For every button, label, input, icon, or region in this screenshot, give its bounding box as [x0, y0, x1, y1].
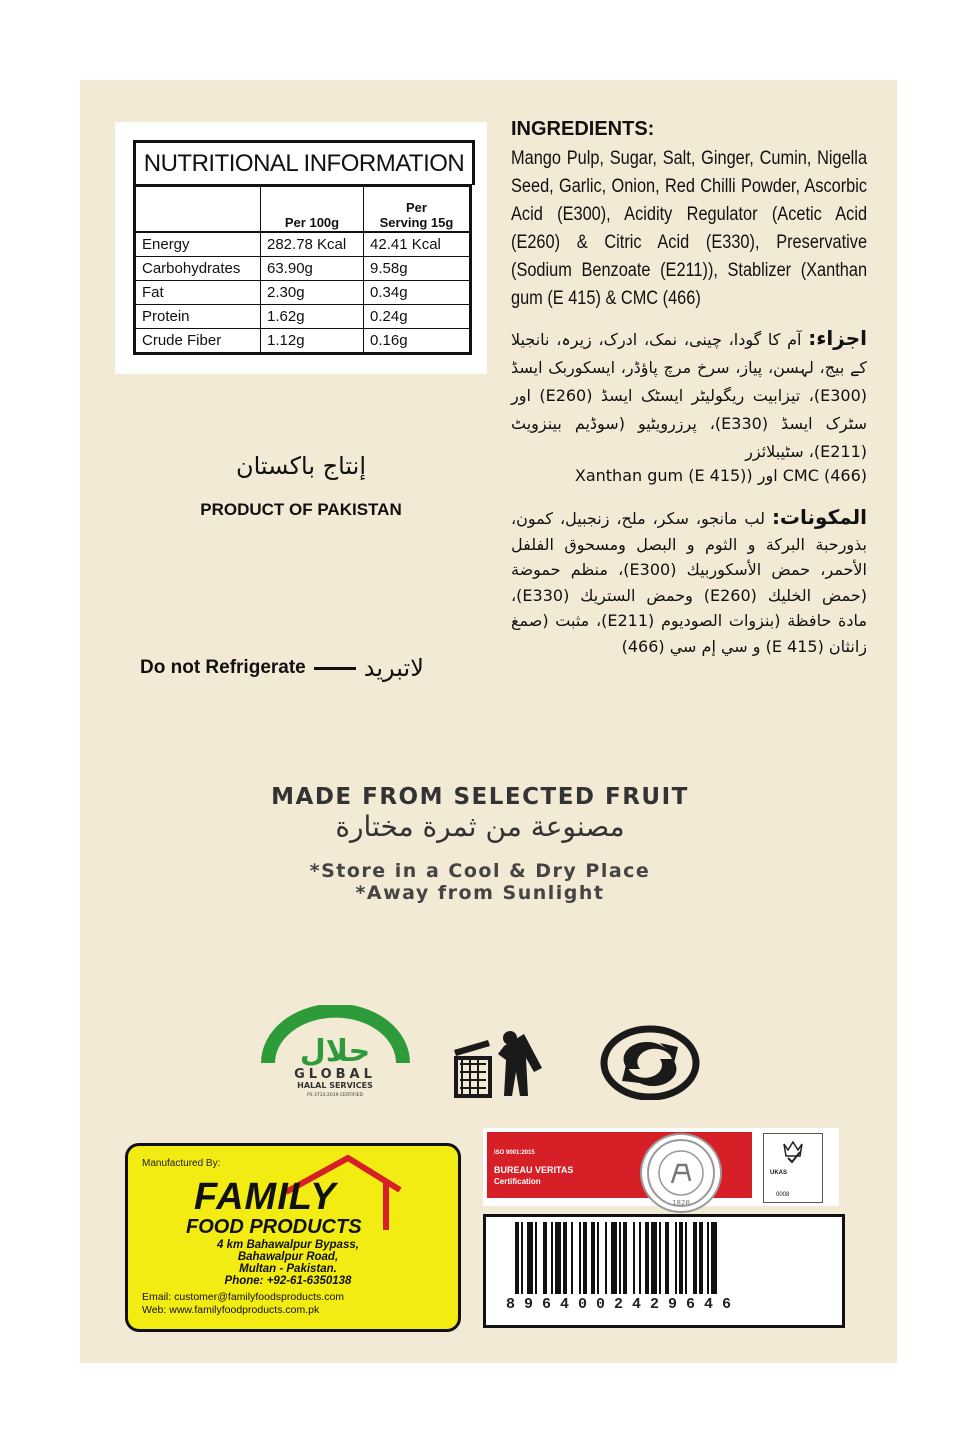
barcode-bar: [597, 1222, 599, 1294]
ingredients-text: Mango Pulp, Sugar, Salt, Ginger, Cumin, Nigella Seed, Garlic, Onion, Red Chilli Powder, Ascorbic Acid (E300), Acidity Regulator (Acetic Acid (E260) & Citric Acid (E330), Preservative (Sodium Benzoate (E211)), Stablizer (Xanthan gum (E 415) & CMC (466): [511, 148, 868, 309]
ingredients-arabic: [511, 505, 867, 659]
barcode-bar: [659, 1222, 661, 1294]
manufacturer-box: [125, 1143, 461, 1332]
barcode-bar: [665, 1222, 669, 1294]
iso-label: ISO 9001:2015: [494, 1150, 535, 1156]
barcode-bar: [685, 1222, 687, 1294]
manufacturer-name: FAMILY: [194, 1176, 337, 1218]
nutrient-name: Fat: [135, 281, 261, 305]
storage-line-1: *Store in a Cool & Dry Place: [309, 860, 651, 882]
nutrition-table: [133, 184, 472, 355]
barcode-bars-icon: [515, 1222, 805, 1294]
barcode-bar: [699, 1222, 703, 1294]
ingredients-urdu-text: آم کا گودا، چینی، نمک، ادرک، زیرہ، نانجیلا کے بیج، لہسن، پیاز، سرخ مرچ پاؤڈر، ایسکوربک ایسڈ (E300)، تیزابیت ریگولیٹر ایسٹک ایسڈ (E260) اور سٹرک ایسڈ (E330)، پرزرویٹیو (سوڈیم بینزویٹ (E211)، سٹیبلائزر: [511, 330, 868, 461]
nutrient-name: Crude Fiber: [135, 329, 261, 354]
storage-instructions: [180, 860, 780, 904]
bv-certification: Certification: [494, 1177, 541, 1186]
dash-divider: [314, 667, 356, 670]
ingredients-title: INGREDIENTS:: [511, 118, 655, 140]
ingredients-urdu-last: CMC (466) اور (Xanthan gum (E 415): [574, 466, 867, 485]
halal-arabic-text: حلال: [299, 1034, 371, 1069]
barcode-bar: [583, 1222, 587, 1294]
ingredients-urdu-label: اجزاء:: [808, 326, 867, 350]
halal-line-2: HALAL SERVICES: [297, 1081, 373, 1090]
nutrition-header-serving-bottom: Serving 15g: [379, 215, 454, 230]
manufacturer-name-2: FOOD PRODUCTS: [186, 1216, 362, 1238]
barcode-bar: [551, 1222, 553, 1294]
barcode-bar: [579, 1222, 581, 1294]
barcode-bar: [623, 1222, 627, 1294]
web-line: Web: www.familyfoodproducts.com.pk: [142, 1304, 320, 1316]
nutrition-header-per100: Per 100g: [261, 186, 364, 233]
tagline-arabic: مصنوعة من ثمرة مختارة: [335, 810, 625, 843]
manufacturer-by: Manufactured By:: [142, 1158, 221, 1169]
barcode-bar: [515, 1222, 519, 1294]
barcode-bar: [645, 1222, 649, 1294]
nutrient-per100: 63.90g: [261, 257, 364, 281]
nutrition-header-serving: [364, 186, 471, 233]
barcode-bar: [619, 1222, 621, 1294]
seal-year: 1828: [672, 1199, 690, 1207]
barcode-bar: [679, 1222, 683, 1294]
ingredients-arabic-text: لب مانجو، سكر، ملح، زنجبيل، كمون، بذورحبة البركة و الثوم و البصل ومسحوق الفلفل الأحمر، حمض الأسكوربيك (E300)، منظم حموضة (حمض الخليك (E260) وحمض الستريك (E330)، مادة حافظة (بنزوات الصوديوم (E211)، مثبت (صمغ زانثان (E 415) و سي إم سي (466): [511, 509, 868, 656]
global-halal-logo: [258, 1005, 413, 1100]
barcode-bar: [543, 1222, 547, 1294]
bv-name: BUREAU VERITAS: [494, 1165, 574, 1175]
barcode-bar: [591, 1222, 595, 1294]
address-line-1: 4 km Bahawalpur Bypass,: [217, 1239, 359, 1251]
barcode-bar: [639, 1222, 641, 1294]
manufacturer-contact: [142, 1291, 344, 1317]
barcode-bar: [707, 1222, 709, 1294]
nutrition-header-serving-top: Per: [406, 200, 427, 215]
barcode-bar: [693, 1222, 697, 1294]
address-line-3: Multan - Pakistan.: [239, 1263, 337, 1275]
barcode-bar: [563, 1222, 567, 1294]
barcode-bar: [555, 1222, 561, 1294]
barcode-bar: [633, 1222, 635, 1294]
origin-urdu: إنتاج باكستان: [235, 452, 367, 480]
ukas-number: 0008: [776, 1192, 790, 1198]
barcode-bar: [527, 1222, 533, 1294]
tidy-bin-icon: [450, 1028, 550, 1100]
nutrient-name: Energy: [135, 232, 261, 257]
nutrient-name: Protein: [135, 305, 261, 329]
nutrient-per100: 282.78 Kcal: [261, 232, 364, 257]
nutrition-title: NUTRITIONAL INFORMATION: [133, 140, 475, 185]
ingredients-arabic-label: المكونات:: [771, 505, 867, 529]
table-row: [135, 329, 471, 354]
tagline-english: MADE FROM SELECTED FRUIT: [271, 784, 689, 810]
nutrient-per100: 2.30g: [261, 281, 364, 305]
barcode-bar: [675, 1222, 677, 1294]
email-line: Email: customer@familyfoodsproducts.com: [142, 1291, 345, 1303]
nutrient-name: Carbohydrates: [135, 257, 261, 281]
barcode-digits: 8964002429646: [506, 1296, 741, 1313]
table-row: [135, 281, 471, 305]
nutrient-per100: 1.12g: [261, 329, 364, 354]
barcode-bar: [651, 1222, 657, 1294]
barcode-bar: [611, 1222, 617, 1294]
table-row: [135, 305, 471, 329]
storage-line-2: *Away from Sunlight: [355, 882, 605, 904]
ingredients-urdu: [511, 324, 867, 466]
manufacturer-address: [148, 1239, 428, 1287]
nutrient-serving: 0.16g: [364, 329, 471, 354]
crown-tick-icon: [782, 1140, 804, 1164]
recycle-icon: [600, 1025, 700, 1100]
nutrient-serving: 42.41 Kcal: [364, 232, 471, 257]
barcode-bar: [605, 1222, 607, 1294]
nutrient-per100: 1.62g: [261, 305, 364, 329]
nutrient-serving: 0.34g: [364, 281, 471, 305]
table-row: [135, 257, 471, 281]
refrigerate-english: Do not Refrigerate: [140, 657, 306, 678]
halal-line-1: GLOBAL: [294, 1067, 376, 1082]
barcode-bar: [711, 1222, 717, 1294]
barcode-bar: [571, 1222, 573, 1294]
origin-english: PRODUCT OF PAKISTAN: [200, 500, 402, 519]
nutrient-serving: 0.24g: [364, 305, 471, 329]
halal-line-3: PS 3733:2019 CERTIFIED: [307, 1093, 363, 1098]
barcode-bar: [521, 1222, 523, 1294]
refrigerate-warning: [140, 654, 424, 682]
ukas-box: [763, 1133, 823, 1203]
phone-line: Phone: +92-61-6350138: [224, 1275, 352, 1287]
refrigerate-arabic: لاتبريد: [363, 654, 424, 682]
table-row: [135, 232, 471, 257]
barcode-bar: [535, 1222, 537, 1294]
ukas-name: UKAS: [770, 1170, 788, 1176]
address-line-2: Bahawalpur Road,: [237, 1251, 339, 1263]
bureau-veritas-seal-icon: [640, 1133, 722, 1213]
nutrition-header-blank: [135, 186, 261, 233]
nutrient-serving: 9.58g: [364, 257, 471, 281]
